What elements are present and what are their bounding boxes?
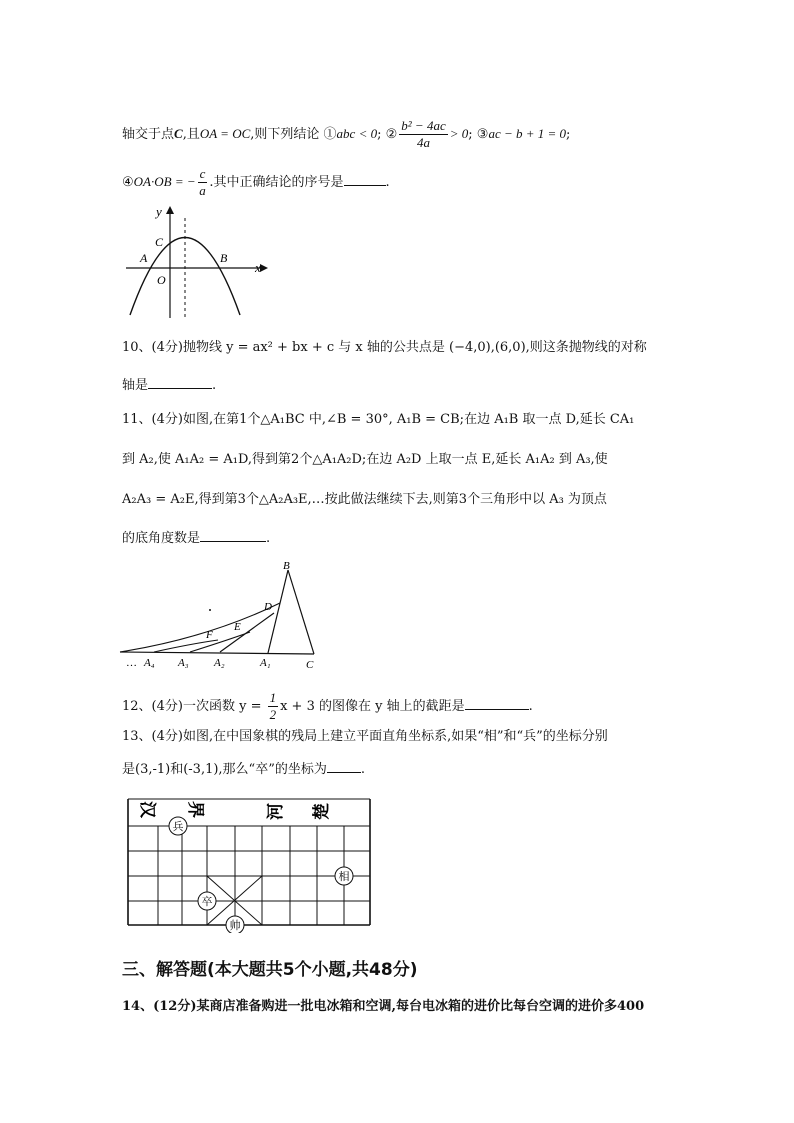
q11-answer-blank <box>200 527 266 542</box>
q11-label-d: D <box>264 601 272 613</box>
q14-line1-text: 14、(12分)某商店准备购进一批电冰箱和空调,每台电冰箱的进价比每台空调的进价多400 <box>122 999 645 1014</box>
q9-sep-end: ; <box>566 127 571 142</box>
q9-label-y: y <box>156 204 162 219</box>
q13-line1 <box>122 727 608 747</box>
q9-c2-frac-den: 4a <box>417 135 430 150</box>
q12-frac-num: 1 <box>269 690 277 705</box>
q13-board-grid <box>128 799 370 925</box>
q10-line2-text: 轴是 <box>122 378 149 393</box>
q10-line1 <box>122 338 647 358</box>
q13-piece-zu <box>198 892 216 910</box>
q13-piece-xiang <box>335 867 353 885</box>
q9-c1-num: ① <box>323 127 337 142</box>
q13-piece-shuai-label: 帅 <box>229 920 241 932</box>
q10-answer-blank <box>148 374 212 389</box>
q12-pre: 12、(4分)一次函数 y = <box>122 699 266 714</box>
q11-line4 <box>122 527 270 549</box>
q13-river-he: 河 <box>266 803 285 820</box>
q11-line2 <box>122 450 608 470</box>
q11-label-e: E <box>234 621 241 633</box>
q9-x-arrow <box>260 264 268 272</box>
q9-line2-post: .其中正确结论的序号是 <box>209 175 344 190</box>
q12-line <box>122 690 533 723</box>
q9-point-c: C <box>174 126 183 141</box>
q11-triangle-figure <box>118 558 338 672</box>
q9-c4-expr: OA·OB = − <box>133 174 196 189</box>
q11-label-c: C <box>306 659 314 671</box>
q9-c4-frac-num: c <box>199 166 206 181</box>
q9-c3-expr: ac − b + 1 = 0 <box>488 126 567 141</box>
q13-piece-bing-label: 兵 <box>172 821 184 833</box>
q9-c2-tail: > 0 <box>449 126 469 141</box>
q9-c4-frac-den: a <box>199 183 206 198</box>
q11-line3-text: A₂A₃ = A₂E,得到第3个△A₂A₃E,…按此做法继续下去,则第3个三角形中以 A₃ 为顶点 <box>122 492 607 507</box>
q9-line1-post: ,则下列结论 <box>250 127 324 142</box>
q13-line2-text: 是(3,-1)和(-3,1),那么“卒”的坐标为 <box>122 762 327 777</box>
q9-label-b: B <box>220 251 228 265</box>
q13-piece-shuai <box>226 916 244 933</box>
q12-fraction <box>268 690 279 723</box>
q9-c2-frac-num: b² − 4ac <box>401 118 446 133</box>
q13-chess-board <box>118 797 374 933</box>
q9-c3-num: ③ <box>476 127 489 142</box>
q9-period: . <box>385 175 390 190</box>
q10-period: . <box>212 378 217 393</box>
q11-line3 <box>122 490 607 510</box>
q13-river-han: 汉 <box>138 801 157 818</box>
q11-label-dots: … <box>126 657 137 669</box>
q13-period: . <box>360 762 365 777</box>
q13-river-jie: 界 <box>186 801 205 818</box>
q12-period: . <box>528 699 533 714</box>
q9-y-arrow <box>166 206 174 214</box>
q9-c1-expr: abc < 0 <box>336 126 378 141</box>
q10-line1-text: 10、(4分)抛物线 y = ax² + bx + c 与 x 轴的公共点是 (−4,0),(6,0),则这条抛物线的对称 <box>122 340 647 355</box>
q12-answer-blank <box>465 695 529 710</box>
q13-answer-blank <box>327 758 361 773</box>
q9-sep: ; <box>377 127 382 142</box>
q9-eq-oa-oc: OA = OC <box>199 126 251 141</box>
q11-label-a1: A₁ <box>260 657 271 669</box>
q9-sep2: ; <box>468 127 473 142</box>
q9-label-c: C <box>155 235 164 249</box>
section3-title: 三、解答题(本大题共5个小题,共48分) <box>122 960 418 980</box>
q11-label-a3: A₃ <box>178 657 189 669</box>
q9-line2 <box>122 166 390 199</box>
q12-post: x + 3 的图像在 y 轴上的截距是 <box>280 699 465 714</box>
q9-label-x: x <box>255 260 261 275</box>
q9-line1-pre: 轴交于点 <box>122 127 175 142</box>
q11-line1-text: 11、(4分)如图,在第1个△A₁BC 中,∠B = 30°, A₁B = CB;在边 A₁B 取一点 D,延长 CA₁ <box>122 412 635 427</box>
q11-label-a2: A₂ <box>214 657 225 669</box>
q11-base-line <box>120 652 314 654</box>
q9-answer-blank <box>344 171 386 186</box>
q11-curve-a3e <box>190 632 250 652</box>
q9-label-o: O <box>157 273 166 287</box>
q9-line1 <box>122 118 570 151</box>
q11-label-b: B <box>283 560 290 572</box>
q13-line2 <box>122 758 365 780</box>
q13-line1-text: 13、(4分)如图,在中国象棋的残局上建立平面直角坐标系,如果“相”和“兵”的坐标分别 <box>122 729 608 744</box>
q11-stray-dot <box>209 609 211 611</box>
q9-c4-num: ④ <box>122 175 134 190</box>
q11-line2-text: 到 A₂,使 A₁A₂ = A₁D,得到第2个△A₁A₂D;在边 A₂D 上取一点 E,延长 A₁A₂ 到 A₃,使 <box>122 452 608 467</box>
q9-label-a: A <box>140 251 148 265</box>
q11-line1 <box>122 410 634 430</box>
q11-curve-outer <box>120 603 280 652</box>
q9-c2-fraction <box>399 118 447 151</box>
q11-side-bc <box>288 570 314 654</box>
q13-piece-xiang-label: 相 <box>338 871 350 883</box>
q12-frac-den: 2 <box>269 707 277 722</box>
q10-line2 <box>122 374 216 396</box>
q13-piece-bing <box>169 817 187 835</box>
q11-line4-text: 的底角度数是 <box>122 531 201 546</box>
q11-label-f: F <box>206 629 213 641</box>
q9-parabola-graph <box>118 200 278 320</box>
q9-c2-num: ② <box>385 127 398 142</box>
q9-c4-fraction <box>198 166 208 199</box>
q11-label-a4: A₄ <box>144 657 155 669</box>
q13-piece-zu-label: 卒 <box>201 896 213 908</box>
q11-period: . <box>266 531 271 546</box>
q9-line1-mid: ,且 <box>182 127 200 142</box>
q14-line1 <box>122 997 644 1017</box>
q13-river-chu: 楚 <box>312 803 331 820</box>
